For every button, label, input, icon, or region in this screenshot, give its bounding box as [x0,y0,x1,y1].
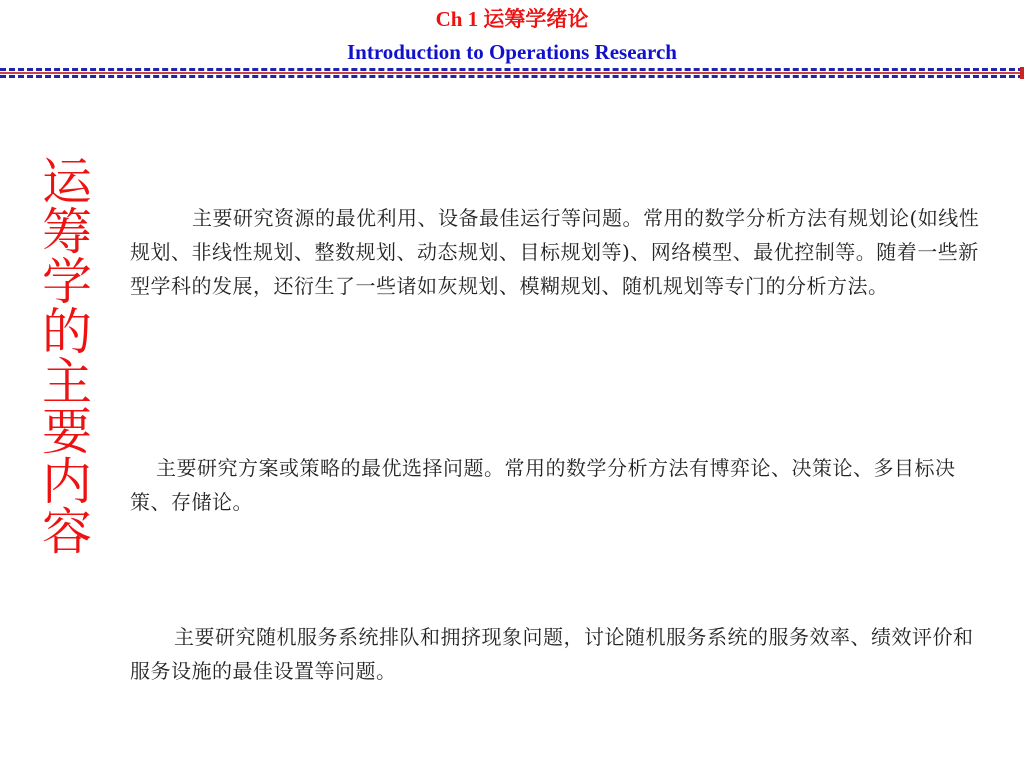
content-paragraph-1: 主要研究资源的最优利用、设备最佳运行等问题。常用的数学分析方法有规划论(如线性规划、非线性规划、整数规划、动态规划、目标规划等)、网络模型、最优控制等。随着一些新型学科的发展，还衍生了一些诸如灰规划、模糊规划、随机规划等专门的分析方法。 [130,206,980,298]
slide-header [0,0,1024,66]
header-divider-top [0,68,1024,71]
vertical-section-title: 运筹学的主要内容 [34,155,92,555]
header-divider-middle [0,72,1024,74]
chapter-title: Ch 1 运筹学绪论 [435,7,589,31]
content-paragraph-3: 主要研究随机服务系统排队和拥挤现象问题，讨论随机服务系统的服务效率、绩效评价和服务设施的最佳设置等问题。 [130,625,974,683]
header-divider-bottom [0,75,1024,78]
content-paragraph-2: 主要研究方案或策略的最优选择问题。常用的数学分析方法有博弈论、决策论、多目标决策、存储论。 [130,456,956,514]
course-subtitle: Introduction to Operations Research [347,40,677,64]
divider-end-marker [1020,67,1024,79]
